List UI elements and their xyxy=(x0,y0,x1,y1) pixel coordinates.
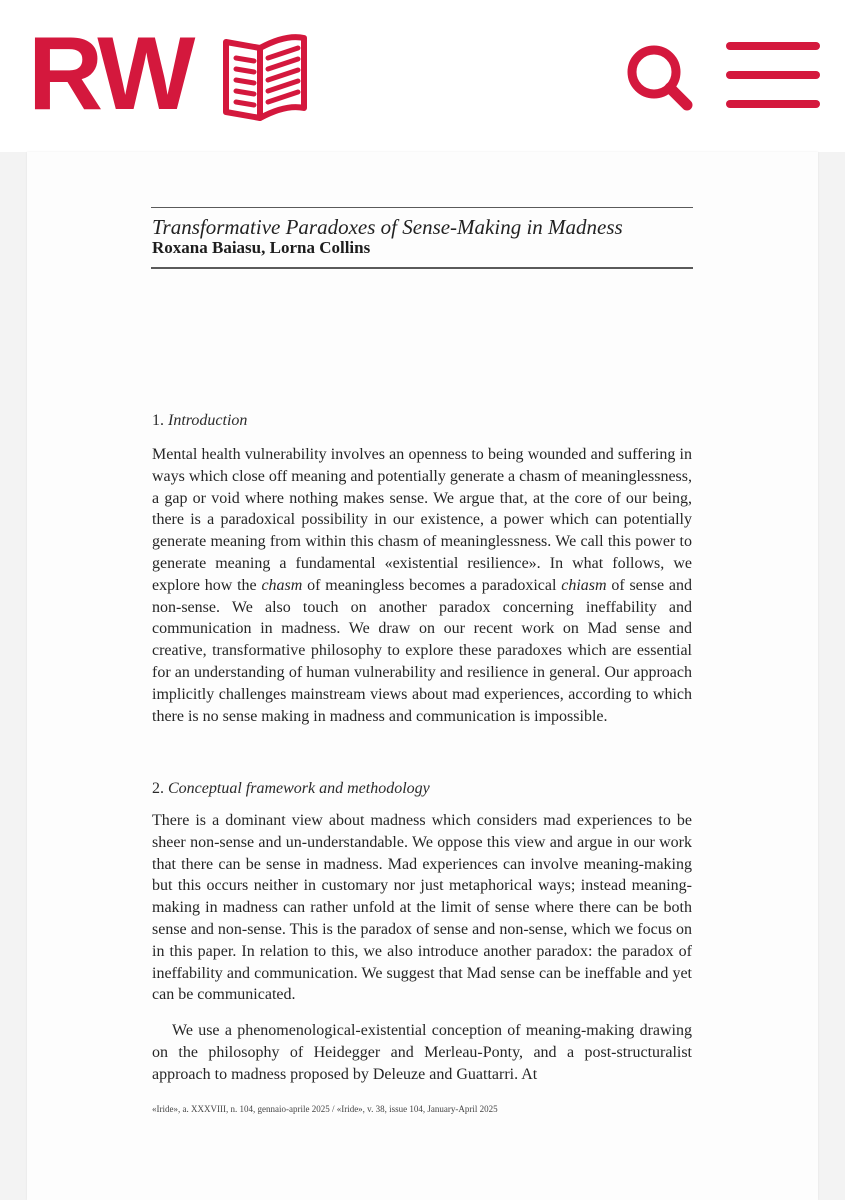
emphasis-text: chiasm xyxy=(561,576,607,594)
title-rule-top xyxy=(151,207,693,208)
journal-footer: «Iride», a. XXXVIII, n. 104, gennaio-aprile 2025 / «Iride», v. 38, issue 104, January-April 2025 xyxy=(152,1104,498,1114)
search-icon xyxy=(624,42,694,112)
section-title: Conceptual framework and methodology xyxy=(168,780,430,797)
framework-paragraph: There is a dominant view about madness which considers mad experiences to be sheer non-sense and un-understandable. We oppose this view and argue in our work that there can be sense in madness. Mad experiences can involve meaning-making but this occurs neither in customary nor just metaphorical ways; instead meaning-making in madness can rather unfold at the limit of sense where there can be both sense and non-sense. This is the paradox of sense and non-sense, which we focus on in this paper. In relation to this, we also introduce another paradox: the paradox of ineffability and communication. We suggest that Mad sense can be ineffable and yet can be communicated. xyxy=(152,812,692,1004)
introduction-paragraph: Mental health vulnerability involves an openness to being wounded and suffering in ways which close off meaning and potentially generate a chasm of meaninglessness, a gap or void where nothing makes sense. We argue that, at the core of our being, there is a paradoxical possibility in our existence, a power which can potentially generate meaning from within this chasm of meaninglessness. We call this power to generate meaning a fundamental «existential resilience». In what follows, we explore how the chasm of meaningless becomes a paradoxical chiasm of sense and non-sense. We also touch on another paradox concerning ineffability and communication in madness. We draw on our recent work on Mad sense and creative, transformative philosophy to explore these paradoxes which are essential for an understanding of human vulnerability and resilience in general. Our approach implicitly challenges mainstream views about mad experiences, according to which there is no sense making in madness and communication is impossible. xyxy=(152,446,693,725)
hamburger-menu-icon xyxy=(726,42,820,50)
open-book-icon xyxy=(216,28,312,124)
article-authors: Roxana Baiasu, Lorna Collins xyxy=(152,238,371,257)
section-heading-framework xyxy=(152,778,430,800)
hamburger-menu-icon xyxy=(726,71,820,79)
menu-button[interactable] xyxy=(726,42,820,108)
article-title: Transformative Paradoxes of Sense-Making in Madness xyxy=(152,215,623,239)
section-number: 1. xyxy=(152,412,164,429)
logo-text: RW xyxy=(28,16,192,132)
emphasis-text: chasm xyxy=(261,576,303,594)
title-rule-bottom xyxy=(151,267,693,269)
section-heading-introduction xyxy=(152,410,247,432)
hamburger-menu-icon xyxy=(726,100,820,108)
framework-paragraph-continued: We use a phenomenological-existential conception of meaning-making drawing on the philosophy of Heidegger and Merleau-Ponty, and a post-structuralist approach to madness proposed by Deleuze and Guattarri. At xyxy=(152,1022,692,1083)
search-button[interactable] xyxy=(624,42,694,112)
site-logo[interactable] xyxy=(28,16,310,132)
section-number: 2. xyxy=(152,780,164,797)
section-title: Introduction xyxy=(168,412,248,429)
site-header xyxy=(0,0,845,152)
